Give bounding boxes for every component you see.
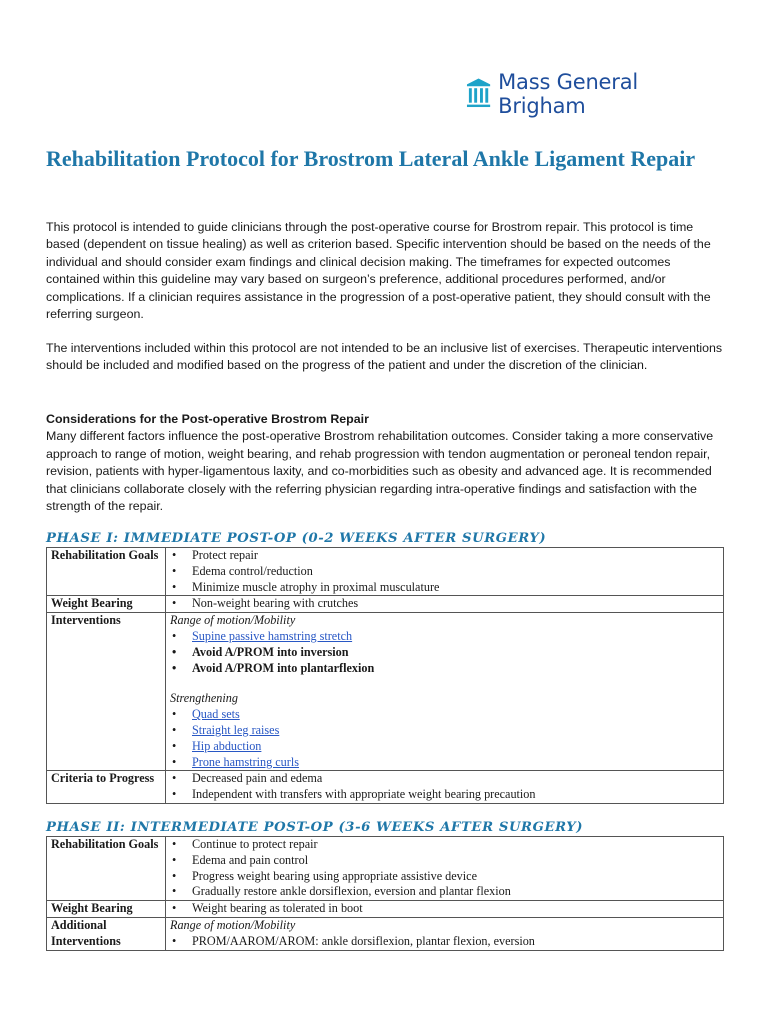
brand-logo bbox=[466, 70, 724, 118]
considerations-paragraph: Many different factors influence the post-operative Brostrom rehabilitation outcomes. Consider taking a more conservative approach to range of motion, weight bearing, and rehab progression with tendon augmentation or peroneal tendon repair, revision, patients with hyper-ligamentous laxity, and co-morbidities such as obesity and advanced age. It is recommended that clinicians collaborate closely with the referring physician regarding intra-operative findings and satisfaction with the strength of the repair. bbox=[46, 429, 714, 514]
list-item: • Independent with transfers with appropriate weight bearing precaution bbox=[170, 787, 719, 803]
list-item: • Decreased pain and edema bbox=[170, 771, 719, 787]
row-label: Interventions bbox=[47, 613, 166, 771]
list-item: • Weight bearing as tolerated in boot bbox=[170, 901, 719, 917]
exercise-link[interactable]: Quad sets bbox=[192, 707, 240, 722]
table-row bbox=[47, 548, 724, 596]
exercise-link[interactable]: Supine passive hamstring stretch bbox=[192, 628, 353, 643]
rom-heading: Range of motion/Mobility bbox=[170, 917, 296, 932]
list-item: • Non-weight bearing with crutches bbox=[170, 596, 719, 612]
phase2-title: PHASE II: INTERMEDIATE POST-OP (3-6 WEEKS AFTER SURGERY) bbox=[46, 820, 584, 835]
intro-paragraph-1: This protocol is intended to guide clinicians through the post-operative course for Brostrom repair. This protocol is time based (dependent on tissue healing) as well as criterion based. Specific intervention should be based on the needs of the individual and should consider exam findings and clinical decision making. The timeframes for expected outcomes contained within this guideline may vary based on surgeon’s preference, additional procedures performed, and/or complications. If a clinician requires assistance in the progression of a post-operative patient, they should consult with the referring surgeon. bbox=[46, 220, 711, 322]
table-row bbox=[47, 613, 724, 771]
exercise-link[interactable]: Straight leg raises bbox=[192, 722, 280, 737]
list-item: • Minimize muscle atrophy in proximal musculature bbox=[170, 580, 719, 596]
exercise-link[interactable]: Hip abduction bbox=[192, 738, 262, 753]
building-columns-icon bbox=[466, 77, 491, 111]
strengthening-heading: Strengthening bbox=[170, 691, 238, 706]
table-row bbox=[47, 901, 724, 918]
row-label: Rehabilitation Goals bbox=[47, 548, 166, 596]
list-item: • Avoid A/PROM into plantarflexion bbox=[170, 661, 719, 677]
row-label: Weight Bearing bbox=[47, 901, 166, 918]
list-item: • Gradually restore ankle dorsiflexion, eversion and plantar flexion bbox=[170, 884, 719, 900]
considerations-heading: Considerations for the Post-operative Brostrom Repair bbox=[46, 412, 369, 426]
considerations-section bbox=[46, 411, 724, 515]
phase2-table bbox=[46, 836, 724, 951]
list-item: • Protect repair bbox=[170, 548, 719, 564]
document-title: Rehabilitation Protocol for Brostrom Lateral Ankle Ligament Repair bbox=[46, 146, 696, 171]
rom-heading: Range of motion/Mobility bbox=[170, 613, 296, 628]
row-label: Criteria to Progress bbox=[47, 771, 166, 804]
list-item: • Avoid A/PROM into inversion bbox=[170, 645, 719, 661]
table-row bbox=[47, 837, 724, 901]
table-row bbox=[47, 596, 724, 613]
phase1-table bbox=[46, 547, 724, 804]
row-label: Weight Bearing bbox=[47, 596, 166, 613]
goals-list bbox=[170, 548, 719, 595]
list-item: • Continue to protect repair bbox=[170, 837, 719, 853]
intro-paragraph-2: The interventions included within this protocol are not intended to be an inclusive list of exercises. Therapeutic interventions should be included and modified based on the progress of the patient and under the discretion of the clinician. bbox=[46, 341, 723, 373]
brand-name: Mass General Brigham bbox=[498, 70, 639, 118]
phase1-title: PHASE I: IMMEDIATE POST-OP (0-2 WEEKS AFTER SURGERY) bbox=[46, 531, 547, 546]
table-row bbox=[47, 917, 724, 950]
row-label: Rehabilitation Goals bbox=[47, 837, 166, 901]
list-item: • PROM/AAROM/AROM: ankle dorsiflexion, plantar flexion, eversion bbox=[170, 934, 719, 950]
exercise-link[interactable]: Prone hamstring curls bbox=[192, 754, 299, 769]
row-label: Additional Interventions bbox=[47, 917, 166, 950]
list-item: • Edema control/reduction bbox=[170, 564, 719, 580]
list-item: • Progress weight bearing using appropriate assistive device bbox=[170, 869, 719, 885]
table-row bbox=[47, 771, 724, 804]
list-item: • Edema and pain control bbox=[170, 853, 719, 869]
